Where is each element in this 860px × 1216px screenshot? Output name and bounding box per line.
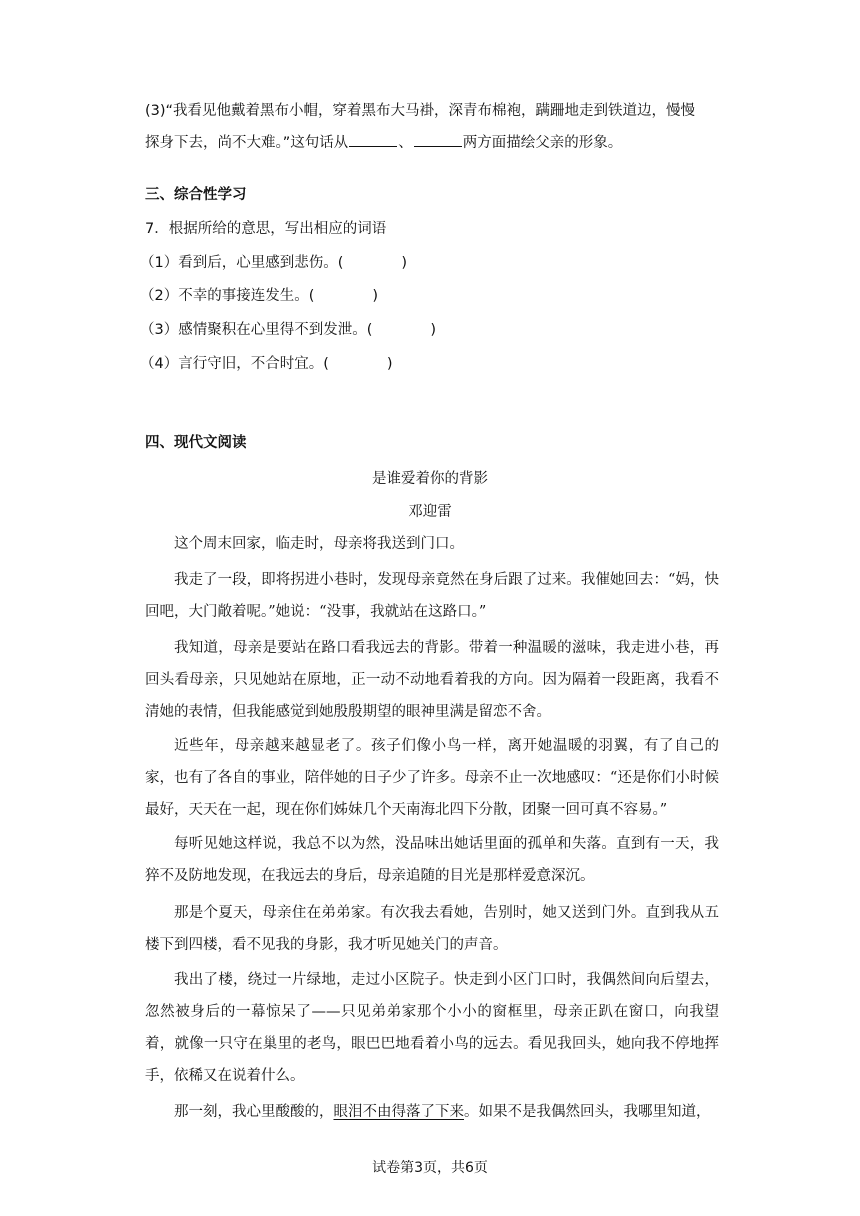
article-title: 是谁爱着你的背影 — [372, 471, 488, 487]
q6-3-separator: 、 — [398, 135, 413, 151]
last-para-end: 。如果不是我偶然回头，我哪里知道， — [464, 1104, 711, 1120]
q6-3-line1: (3)“我看见他戴着黑布小帽，穿着黑布大马褂，深青布棉袍，蹒跚地走到铁道边，慢慢 — [145, 103, 696, 119]
article-paragraph: 我走了一段，即将拐进小巷时，发现母亲竟然在身后跟了过来。我催她回去：“妈，快回吧，大门敞着呢。”她说：“没事，我就站在这路口。” — [145, 572, 719, 620]
last-para-start: 那一刻，我心里酸酸的， — [174, 1104, 334, 1120]
underlined-phrase: 眼泪不由得落了下来 — [333, 1104, 464, 1120]
article-paragraph: 我知道，母亲是要站在路口看我远去的背影。带着一种温暖的滋味，我走进小巷，再回头看母亲，只见她站在原地，正一动不动地看着我的方向。因为隔着一段距离，我看不清她的表情，但我能感觉到她殷殷期望的眼神里满是留恋不舍。 — [145, 640, 719, 720]
q7-prompt: 7．根据所给的意思，写出相应的词语 — [145, 221, 387, 237]
section4-heading: 四、现代文阅读 — [145, 435, 247, 451]
q7-item-3: （3）感情聚积在心里得不到发泄。( ) — [140, 322, 437, 338]
answer-blank-1[interactable] — [349, 134, 397, 147]
article-paragraph: 这个周末回家，临走时，母亲将我送到门口。 — [174, 536, 464, 552]
article-author: 邓迎雷 — [408, 504, 452, 520]
section3-heading: 三、综合性学习 — [145, 187, 247, 203]
q7-item-1: （1）看到后，心里感到悲伤。( ) — [140, 255, 408, 271]
q6-3-line2-final — [145, 133, 622, 153]
q6-3-line2-suffix: 两方面描绘父亲的形象。 — [462, 135, 623, 151]
page-footer: 试卷第3页，共6页 — [372, 1160, 488, 1176]
article-paragraph: 那是个夏天，母亲住在弟弟家。有次我去看她，告别时，她又送到门外。直到我从五楼下到四楼，看不见我的身影，我才听见她关门的声音。 — [145, 905, 719, 953]
article-paragraph: 我出了楼，绕过一片绿地，走过小区院子。快走到小区门口时，我偶然间向后望去，忽然被身后的一幕惊呆了——只见弟弟家那个小小的窗框里，母亲正趴在窗口，向我望着，就像一只守在巢里的老鸟，眼巴巴地看着小鸟的远去。看见我回头，她向我不停地挥手，依稀又在说着什么。 — [145, 972, 719, 1084]
q7-item-4: （4）言行守旧，不合时宜。( ) — [140, 356, 393, 372]
article-paragraph: 近些年，母亲越来越显老了。孩子们像小鸟一样，离开她温暖的羽翼，有了自己的家，也有了各自的事业，陪伴她的日子少了许多。母亲不止一次地感叹：“还是你们小时候最好，天天在一起，现在你们姊妹几个天南海北四下分散，团聚一回可真不容易。” — [145, 738, 719, 818]
answer-blank-2[interactable] — [414, 134, 462, 147]
q6-3-line2-prefix: 探身下去，尚不大难。”这句话从 — [145, 135, 349, 151]
article-paragraph-last — [145, 1096, 719, 1128]
q7-item-2: （2）不幸的事接连发生。( ) — [140, 288, 379, 304]
article-paragraph: 每听见她这样说，我总不以为然，没品味出她话里面的孤单和失落。直到有一天，我猝不及防地发现，在我远去的身后，母亲追随的目光是那样爱意深沉。 — [145, 836, 719, 884]
